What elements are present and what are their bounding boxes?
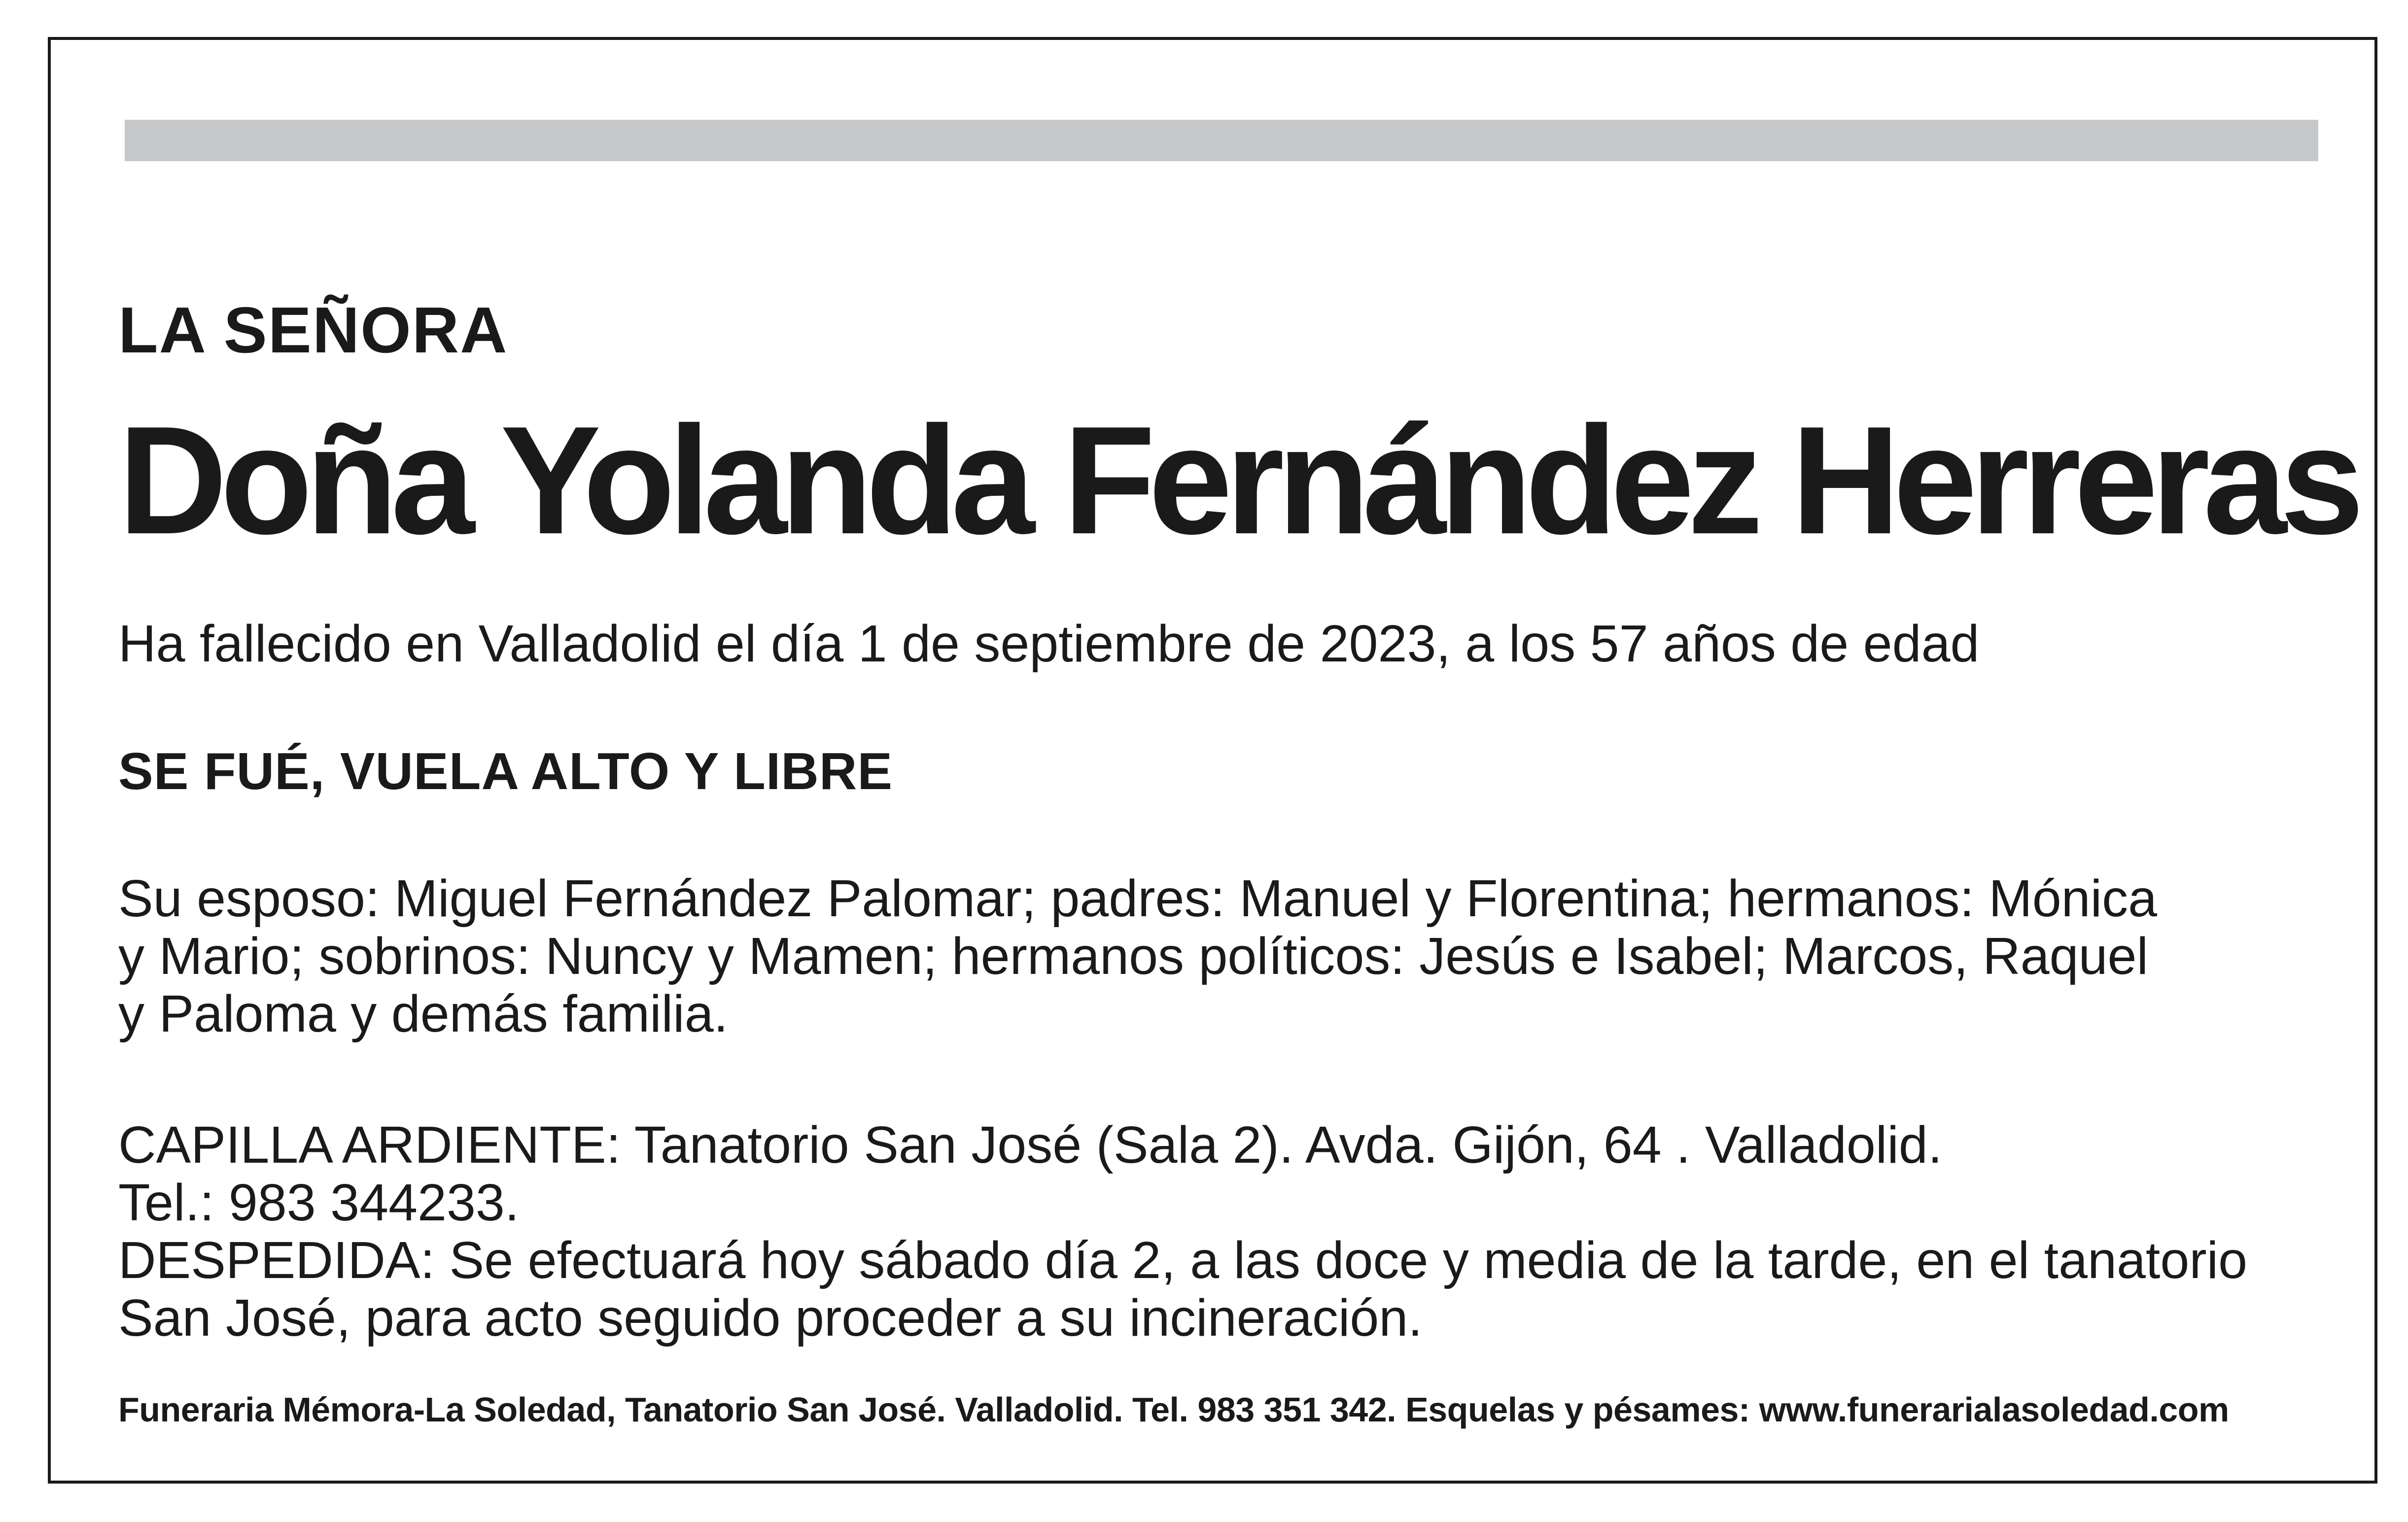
- funeral-home-footer: Funeraria Mémora-La Soledad, Tanatorio San José. Valladolid. Tel. 983 351 342. Esquelas y pésames: www.funerarialasoledad.com: [118, 1390, 2229, 1429]
- service-line: Tel.: 983 344233.: [118, 1174, 520, 1232]
- service-line: DESPEDIDA: Se efectuará hoy sábado día 2, a las doce y media de la tarde, en el tanatorio: [118, 1231, 2248, 1289]
- family-paragraph: [118, 870, 2157, 1043]
- family-line: Su esposo: Miguel Fernández Palomar; padres: Manuel y Florentina; hermanos: Mónica: [118, 869, 2158, 928]
- motto: SE FUÉ, VUELA ALTO Y LIBRE: [118, 742, 893, 800]
- title-prefix: LA SEÑORA: [118, 294, 508, 366]
- death-statement: Ha fallecido en Valladolid el día 1 de septiembre de 2023, a los 57 años de edad: [118, 615, 1980, 673]
- family-line: y Paloma y demás familia.: [118, 985, 729, 1043]
- service-line: San José, para acto seguido proceder a su incineración.: [118, 1289, 1423, 1347]
- service-line: CAPILLA ARDIENTE: Tanatorio San José (Sala 2). Avda. Gijón, 64 . Valladolid.: [118, 1116, 1943, 1174]
- deceased-name: Doña Yolanda Fernández Herreras: [118, 395, 2358, 566]
- top-decorative-bar: [125, 120, 2318, 161]
- service-details: [118, 1116, 2247, 1347]
- family-line: y Mario; sobrinos: Nuncy y Mamen; hermanos políticos: Jesús e Isabel; Marcos, Raquel: [118, 927, 2149, 985]
